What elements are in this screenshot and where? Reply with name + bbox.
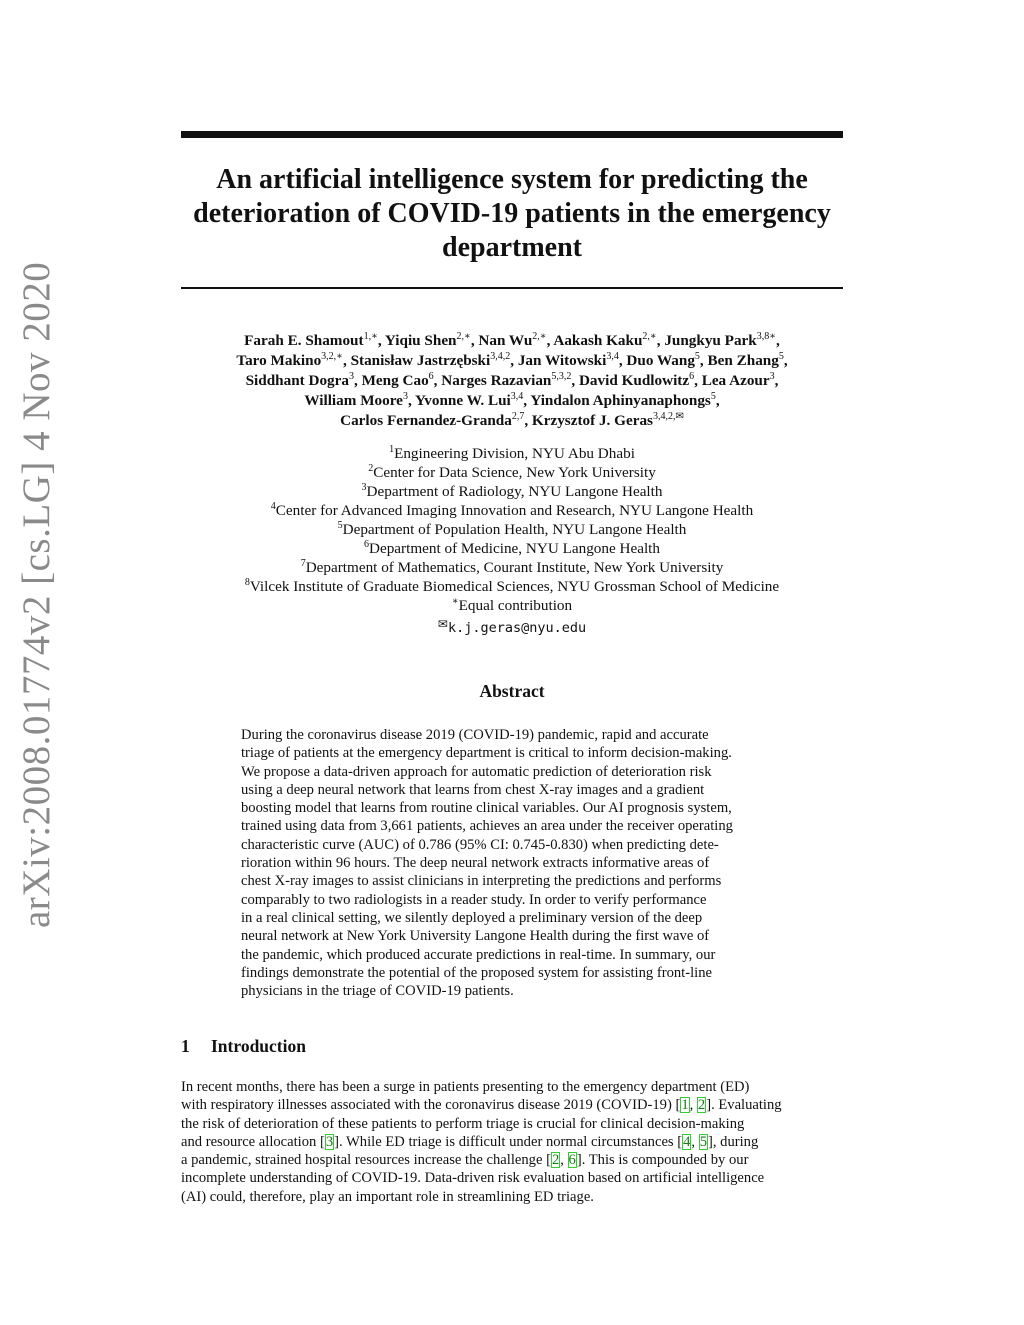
affiliation <box>160 596 864 615</box>
title-line: deterioration of COVID-19 patients in the emergency <box>193 198 831 229</box>
affiliation-marker: 8 <box>244 577 250 588</box>
affiliation-marker: 1 <box>389 444 395 455</box>
citation-link[interactable]: 3 <box>325 1133 334 1150</box>
abstract-body <box>241 726 785 1000</box>
contact-email-link[interactable]: k.j.geras@nyu.edu <box>447 620 587 636</box>
author-name: David Kudlowitz <box>578 372 690 389</box>
envelope-icon: ✉ <box>675 411 684 422</box>
author-affiliation-marker: 3,4,2, <box>652 411 676 422</box>
author-name: Jungkyu Park <box>664 332 757 349</box>
citation-link[interactable]: 4 <box>683 1133 691 1150</box>
author <box>415 392 523 409</box>
affiliation-text: Engineering Division, NYU Abu Dhabi <box>394 445 635 462</box>
citation-link[interactable]: 2 <box>697 1097 706 1114</box>
abstract-line: the pandemic, which produced accurate predictions in real-time. In summary, our <box>241 946 716 963</box>
affiliation <box>160 520 864 539</box>
title-line: An artificial intelligence system for predicting the <box>216 164 808 195</box>
author <box>236 352 343 369</box>
abstract-line: boosting model that learns from routine clinical variables. Our AI prognosis system, <box>241 800 732 817</box>
affiliation <box>160 501 864 520</box>
author-name: William Moore <box>304 392 403 409</box>
affiliation <box>160 482 864 501</box>
section-number: 1 <box>181 1036 190 1056</box>
author <box>664 332 776 349</box>
author-name: Duo Wang <box>626 352 695 369</box>
author-affiliation-marker: 5,3,2 <box>551 371 572 382</box>
affiliation-text: Vilcek Institute of Graduate Biomedical Sciences, NYU Grossman School of Medicine <box>249 578 780 595</box>
author-line: Farah E. Shamout$^{1,∗}$, Yiqiu Shen$^{2,∗}$, Nan $Wu^{2,∗}$, Aakash Kaku$^{2,∗}$, Jungkyu Park$^{3,8∗}$, <box>244 331 780 349</box>
author-affiliation-marker: 5 <box>694 351 700 362</box>
affiliation-marker: ∗ <box>451 596 459 607</box>
affiliation-text: Department of Population Health, NYU Langone Health <box>342 521 687 538</box>
abstract-line: triage of patients at the emergency department is critical to inform decision-making. <box>241 745 732 762</box>
affiliation-marker: 4 <box>270 501 276 512</box>
author-name: Lea Azour <box>701 372 770 389</box>
abstract-line: We propose a data-driven approach for automatic prediction of deterioration risk <box>241 763 712 780</box>
affiliation <box>160 577 864 596</box>
author-line: William Moore$^3$, Yvonne W. Lui$^{3,4}$, Yindalon Aphinyanaphongs$^5$, <box>304 391 720 409</box>
abstract-line: physicians in the triage of COVID-19 patients. <box>241 983 514 1000</box>
author <box>553 332 656 349</box>
author <box>478 332 546 349</box>
author-line: Carlos Fernandez-Granda$^{2,7}$, Krzysztof J. Geras$^{3,4,2,✉}$ <box>340 411 684 429</box>
citation-link[interactable]: 1 <box>681 1097 689 1114</box>
author-name: Farah E. Shamout <box>244 332 364 349</box>
author-line: Siddhant Dogra$^3$, Meng Cao$^6$, Narges Razavian$^{5,3,2}$, David Kudlowitz$^6$, Lea Azour$^3$, <box>245 371 779 389</box>
affiliation-marker: 6 <box>364 539 369 550</box>
author-name: Yvonne W. Lui <box>414 392 511 409</box>
section-heading-introduction <box>181 1036 306 1057</box>
affiliation-marker: 5 <box>337 520 343 531</box>
affiliation-list <box>160 444 864 638</box>
author-affiliation-marker: 6 <box>689 371 695 382</box>
author <box>626 352 700 369</box>
author <box>518 352 619 369</box>
abstract-line: characteristic curve (AUC) of 0.786 (95% CI: 0.745-0.830) when predicting dete- <box>241 836 719 853</box>
affiliation <box>160 558 864 577</box>
author-list <box>160 331 864 431</box>
affiliation <box>160 539 864 558</box>
author <box>702 372 775 389</box>
paper-title <box>181 163 843 265</box>
author <box>441 372 571 389</box>
paragraph-line: (AI) could, therefore, play an important role in streamlining ED triage. <box>181 1188 594 1205</box>
author-affiliation-marker: 2,∗ <box>456 331 471 342</box>
author-name: Meng Cao <box>361 372 429 389</box>
abstract-heading: Abstract <box>479 681 545 701</box>
author-affiliation-marker: 2,∗ <box>532 331 547 342</box>
author-line: Taro Makino$^{3,2,∗}$, Stanisław Jastrzębski$^{3,4,2}$, Jan Witowski$^{3,4}$, Duo Wang$^5$, Ben Zhang$^5$, <box>236 351 788 369</box>
title-top-rule <box>181 131 843 138</box>
affiliation <box>160 463 864 482</box>
author-name: Aakash Kaku <box>553 332 643 349</box>
author-affiliation-marker: 3,4 <box>606 351 619 362</box>
envelope-icon: ✉ <box>437 617 448 631</box>
contact-line <box>160 615 864 638</box>
author-name: Jan Witowski <box>517 352 607 369</box>
author-affiliation-marker: 5 <box>778 351 784 362</box>
author-affiliation-marker: 3 <box>349 371 354 382</box>
arxiv-identifier-stamp: arXiv:2008.01774v2 [cs.LG] 4 Nov 2020 <box>15 261 58 928</box>
paragraph-line: the risk of deterioration of these patients to perform triage is crucial for clinical decision-making <box>181 1115 745 1132</box>
author-name: Yiqiu Shen <box>384 332 457 349</box>
abstract-line: trained using data from 3,661 patients, achieves an area under the receiver operating <box>241 818 733 835</box>
author-affiliation-marker: 3 <box>402 391 408 402</box>
author-name: Siddhant Dogra <box>245 372 349 389</box>
abstract-line: chest X-ray images to assist clinicians in interpreting the predictions and performs <box>241 873 722 890</box>
author <box>362 372 434 389</box>
author-affiliation-marker: 2,7 <box>511 411 525 422</box>
author-affiliation-marker: 1,∗ <box>363 331 378 342</box>
author <box>579 372 694 389</box>
affiliation-text: Center for Advanced Imaging Innovation and Research, NYU Langone Health <box>275 502 754 519</box>
author-affiliation-marker: 2,∗ <box>642 331 657 342</box>
author <box>304 392 408 409</box>
affiliation-text: Center for Data Science, New York University <box>373 464 656 481</box>
author-affiliation-marker: 5 <box>710 391 716 402</box>
citation-link[interactable]: 6 <box>568 1152 576 1169</box>
abstract-line: in a real clinical setting, we silently deployed a preliminary version of the deep <box>241 909 703 926</box>
author-affiliation-marker: 3,2,∗ <box>321 351 343 362</box>
citation-link[interactable]: 2 <box>551 1152 560 1169</box>
abstract-line: comparably to two radiologists in a reader study. In order to verify performance <box>241 891 707 908</box>
paragraph-line: In recent months, there has been a surge in patients presenting to the emergency department (ED) <box>181 1079 750 1095</box>
author-affiliation-marker: 3 <box>769 371 775 382</box>
author <box>244 332 378 349</box>
author <box>340 412 524 429</box>
author-name: Nan Wu <box>478 332 533 349</box>
author <box>246 372 354 389</box>
citation-link[interactable]: 5 <box>699 1133 708 1150</box>
affiliation-marker: 3 <box>361 482 367 493</box>
paragraph-line: incomplete understanding of COVID-19. Data-driven risk evaluation based on artificial intelligence <box>181 1170 765 1187</box>
section-title: Introduction <box>211 1036 306 1056</box>
abstract-line: rioration within 96 hours. The deep neural network extracts informative areas of <box>241 855 710 872</box>
author-name: Ben Zhang <box>707 352 779 369</box>
affiliation-text: Department of Mathematics, Courant Institute, New York University <box>305 559 724 576</box>
author-name: Taro Makino <box>236 352 322 369</box>
author-affiliation-marker: 3,8∗ <box>756 331 777 342</box>
affiliation-text: Department of Medicine, NYU Langone Health <box>369 540 660 557</box>
affiliation-marker: 7 <box>300 558 306 569</box>
abstract-line: During the coronavirus disease 2019 (COVID-19) pandemic, rapid and accurate <box>241 727 709 743</box>
abstract-line: neural network at New York University Langone Health during the first wave of <box>241 928 710 945</box>
author-name: Narges Razavian <box>441 372 552 389</box>
author-affiliation-marker: 3,4 <box>510 391 524 402</box>
author <box>708 352 784 369</box>
author-affiliation-marker: 3,4,2 <box>490 351 511 362</box>
affiliation-text: Department of Radiology, NYU Langone Health <box>366 483 663 500</box>
author-name: Stanisław Jastrzębski <box>350 352 491 369</box>
affiliation-text: Equal contribution <box>458 597 573 614</box>
author-affiliation-marker: 6 <box>428 371 434 382</box>
author <box>530 392 716 409</box>
author <box>532 412 684 429</box>
author <box>351 352 511 369</box>
author <box>385 332 471 349</box>
paragraph-line: with respiratory illnesses associated with the coronavirus disease 2019 (COVID-19) [1, 2]. Evaluating <box>181 1097 782 1114</box>
title-bottom-rule <box>181 287 843 289</box>
abstract-line: findings demonstrate the potential of the proposed system for assisting front-line <box>241 964 712 981</box>
introduction-paragraph <box>181 1078 843 1206</box>
title-line: department <box>442 232 582 263</box>
affiliation <box>160 444 864 463</box>
affiliation-marker: 2 <box>368 463 374 474</box>
paragraph-line: a pandemic, strained hospital resources increase the challenge [2, 6]. This is compounded by our <box>181 1152 749 1169</box>
author-name: Yindalon Aphinyanaphongs <box>530 392 711 409</box>
abstract-line: using a deep neural network that learns from chest X-ray images and a gradient <box>241 781 705 798</box>
author-name: Carlos Fernandez-Granda <box>340 412 512 429</box>
paragraph-line: and resource allocation [3]. While ED triage is difficult under normal circumstances [4, 5], during <box>181 1133 759 1150</box>
author-name: Krzysztof J. Geras <box>531 412 653 429</box>
